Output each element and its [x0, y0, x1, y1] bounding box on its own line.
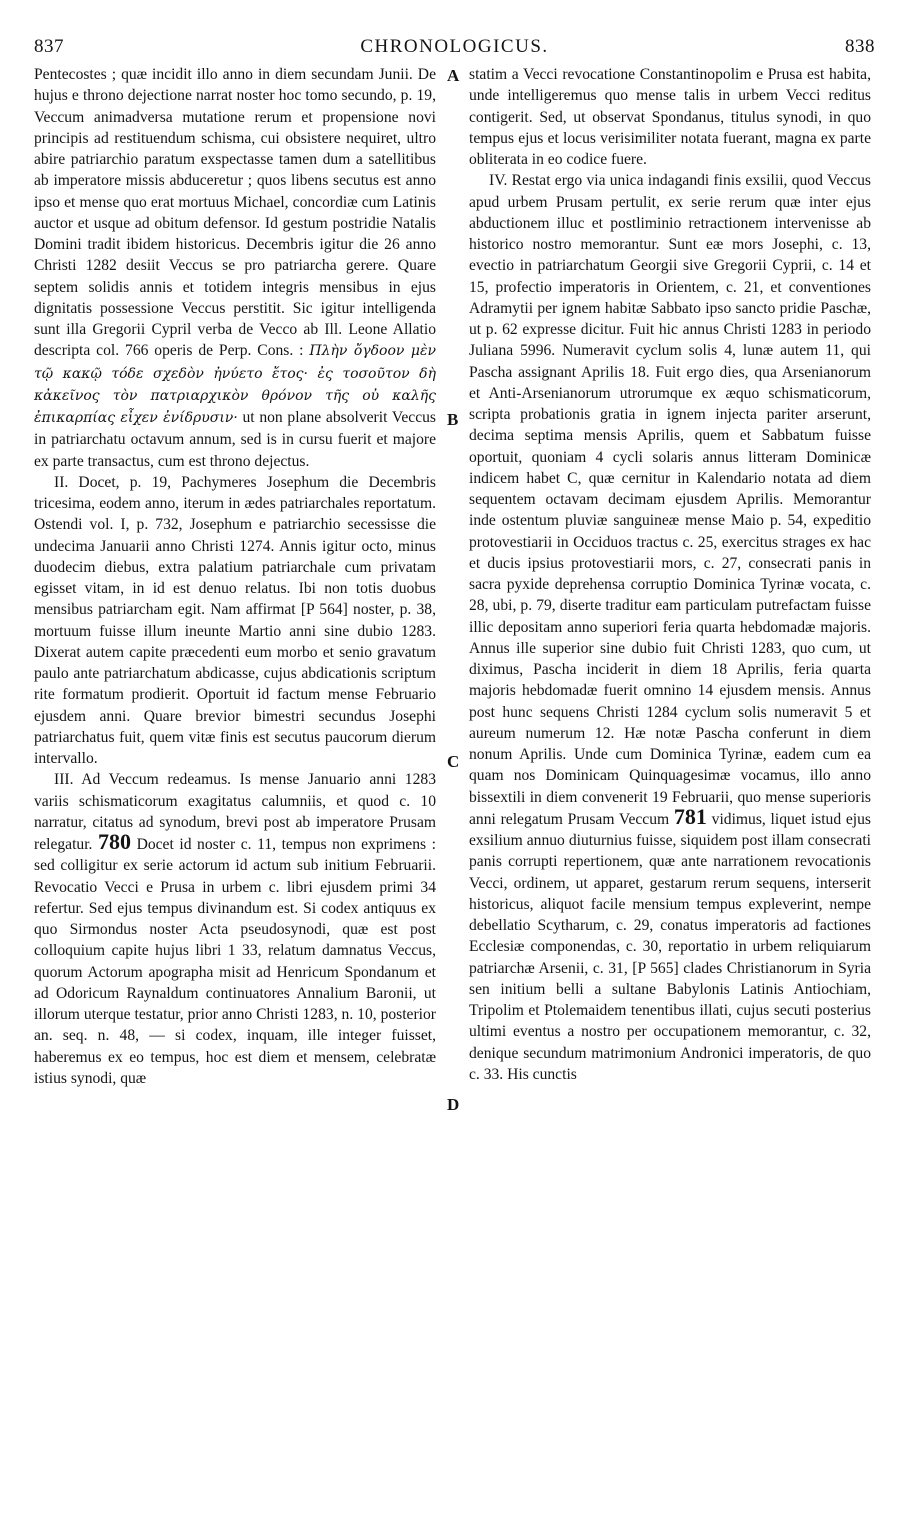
text-segment: IV. Restat ergo via unica indagandi finis exsilii, quod Veccus apud urbem Prusam pertulit, ex serie rerum quæ inter ejus abductionem illuc et postliminio retractionem intervenisse ab historico nostro memorantur. Sunt eæ mors Josephi, c. 13, evectio in patriarchatum Georgii sive Gregorii Cyprii, c. 14 et 15, profectio imperatoris in Orientem, c. 21, et conventiones Adramytii per ignem habitæ Sabbato ipso sancto pridie Paschæ, ut p. 62 expresse dicitur. Fuit hic annus Christi 1283 in periodo Juliana 5996. Numeravit cyclum solis 4, lunæ autem 11, qui Pascha assignant Aprilis 18. Fuit ergo dies, qua Arsenianorum et Anti-Arsenianorum utrorumque ex æquo schismaticorum, scripta probationis gratia in ignem injecta pariter arserunt, decima septima mensis Aprilis, quem et Sabbatum fuisse oportuit, quoniam 4 cycli solaris annus litteram Dominicæ indicem habet C, quæ cernitur in Kalendario notata ad diem sequentem octavam decimam ejusdem Aprilis. Memorantur inde ostentum pluviæ sanguineæ mense Maio p. 54, expeditio protovestiarii in Occiduos tractus c. 25, exercitus strages ex hac et ducis ipsius protovestiarii mors, c. 27, consecrati panis in sacra pyxide deprehensa corruptio Dominica Tyrinæ vocata, c. 28, ubi, p. 79, diserte traditur eam particulam putrefactam fuisse illic depositam anno superiori feria quarta hebdomadæ majoris. Annus ille superior sine dubio fuit Christi 1283, quo cum, ut diximus, Pascha inciderit in diem 18 Aprilis, feria quarta majoris hebdomadæ fuerit omnino 14 ejusdem mensis. Annus post hunc sequens Christi 1284 cyclum solis numeravit 5 et aureum numerum 12. Hæ notæ Pascha conferunt in diem nonum Aprilis. Unde cum Dominica Tyrinæ, eadem cum ea quam nos Dominicam Quinquagesimæ vocamus, illo anno bissextili in diem convenerit 19 Februarii, quo mense superioris anni relegatum Prusam Veccum [469, 172, 871, 828]
column-reference-number: 781 [673, 803, 707, 829]
paragraph-pentecostes [34, 64, 436, 472]
page-number-left: 837 [34, 36, 64, 57]
paragraph-statim: statim a Vecci revocatione Constantinopolim e Prusa est habita, unde intelligeremus quo mense talis in urbem Vecci reditus contigerit. Sed, ut observat Spondanus, titulus synodi, in quo tempus ejus et locus verisimiliter notata fuerant, magna ex parte obliterata in eo codice fuere. [469, 66, 871, 168]
text-segment: III. Ad Veccum redeamus. Is mense Januario anni 1283 variis schismaticorum exagitatus calumniis, et quod c. 10 narratur, citatus ad synodum, brevi post ab imperatore Prusam relegatur. [34, 771, 436, 853]
margin-letter-d: D [447, 1095, 460, 1114]
text-segment: ut non plane absolverit Veccus in patriarchatu octavum annum, sed is in cursu fuerit et majore ex parte transactus, cum est throno dejectus. [34, 409, 436, 470]
text-segment: vidimus, liquet istud ejus exsilium annuo diuturnius fuisse, siquidem post illam consecrati panis corrupti repertionem, quæ ante narrationem revocationis Vecci, ordinem, ut apparet, gestarum rerum sequens, interserit historicus, aliquot facile mensium tempus expleverint, nempe debellatio Scytharum, c. 29, conatus imperatoris ad factiones Ecclesiæ componendas, c. 30, reportatio in urbem reliquiarum patriarchæ Arsenii, c. 31, [P 565] clades Christianorum in Syria sen initium belli a sultane Babylonis Latinis Antiochiam, Tripolim et Ptolemaidem tenentibus illati, cujus secuti posterius ultimi eventus a nostro per occupationem memorantur, c. 32, denique secundum matrimonium Andronici imperatoris, de quo c. 33. His cunctis [469, 810, 871, 1083]
paragraph-section-ii: II. Docet, p. 19, Pachymeres Josephum die Decembris tricesima, eodem anno, iterum in ædes patriarchales reportatum. Ostendi vol. I, p. 732, Josephum e patriarchio secessisse die undecima Januarii anno Christi 1274. Annis igitur octo, minus duodecim diebus, extra palatium patriarchale cum privatam egisset vitam, in id est denuo relatus. Ibi non totis duobus mensibus patriarcham egit. Nam affirmat [P 564] noster, p. 38, mortuum fuisse illum ineunte Martio anni sine dubio 1283. Dixerat autem capite præcedenti eum morbo et senio gravatum paulo ante patriarchatum abdicasse, cujus abdicationis scriptum rite formatum prodierit. Oportuit id factum mense Februario ejusdem anni. Quare brevior bimestri secundus Josephi patriarchatus fuit, quem vitæ finis est secutus paucorum dierum intervallo. [34, 473, 436, 767]
paragraph-section-iii [34, 769, 436, 1089]
text-segment: Docet id noster c. 11, tempus non exprimens : sed colligitur ex serie actorum id actum sub initium Februarii. Revocatio Vecci e Prusa in urbem c. libri ejusdem primi 34 refertur. Sed ejus tempus divinandum est. Si codex antiquus ex quo Sirmondus noster Acta pseudosynodi, quæ est post colloquium capite hujus libri 1 33, relatum damnatus Veccus, quorum Actorum apographa misit ad Henricum Spondanum et ad Odoricum Raynaldum continuatores Annalium Baronii, ut illorum uterque testatur, prior anno Christi 1283, n. 10, posterior an. seq. n. 48, — si codex, inquam, ille integer fuisset, haberemus ex eo tempus, hoc est diem et mensem, celebratæ istius synodi, quæ [34, 836, 436, 1087]
greek-quotation: Πλὴν ὄγδοον μὲν τῷ κακῷ τόδε σχεδὸν ἠνύετο ἔτος· ἐς τοσοῦτον δὴ κἀκεῖνος τὸν πατριαρχικὸν θρόνον τῆς οὐ καλῆς ἐπικαρπίας εἶχεν ἐνίδρυσιν· [34, 343, 436, 426]
text-segment: Pentecostes ; quæ incidit illo anno in diem secundam Junii. De hujus e throno dejectione narrat noster hoc tomo secundo, p. 19, Veccum animadversa mutatione rerum et propensione novi principis ad restituendum schisma, cui obsistere nequiret, ultro abire patriarchio paratum exspectasse tamen dum a satellitibus ab imperatore missis abduceretur ; quos libens secutus est anno ipso et mense quo erat mortuus Michael, concordiæ cum Latinis auctor et usque ad obitum defensor. Id gestum postridie Natalis Domini tradit ibidem historicus. Decembris igitur die 26 anno Christi 1282 desiit Veccus se pro patriarcha gerere. Quare septem solidis annis et totidem integris mensibus in ejus dignitatis possessione Veccus perstitit. Sic igitur intelligenda sunt illa Gregorii Cypril verba de Vecco ab Ill. Leone Allatio descripta col. 766 operis de Perp. Cons. : [34, 66, 436, 360]
running-header [0, 32, 909, 62]
left-column [34, 64, 436, 1089]
right-column [469, 64, 871, 1085]
paragraph-section-iv [469, 170, 871, 1085]
margin-letter-c: C [447, 752, 460, 771]
margin-letter-a: A [447, 66, 460, 85]
margin-letter-b: B [447, 410, 459, 429]
running-title: CHRONOLOGICUS. [360, 36, 549, 57]
column-reference-number: 780 [98, 829, 132, 854]
page-number-right: 838 [845, 36, 875, 57]
